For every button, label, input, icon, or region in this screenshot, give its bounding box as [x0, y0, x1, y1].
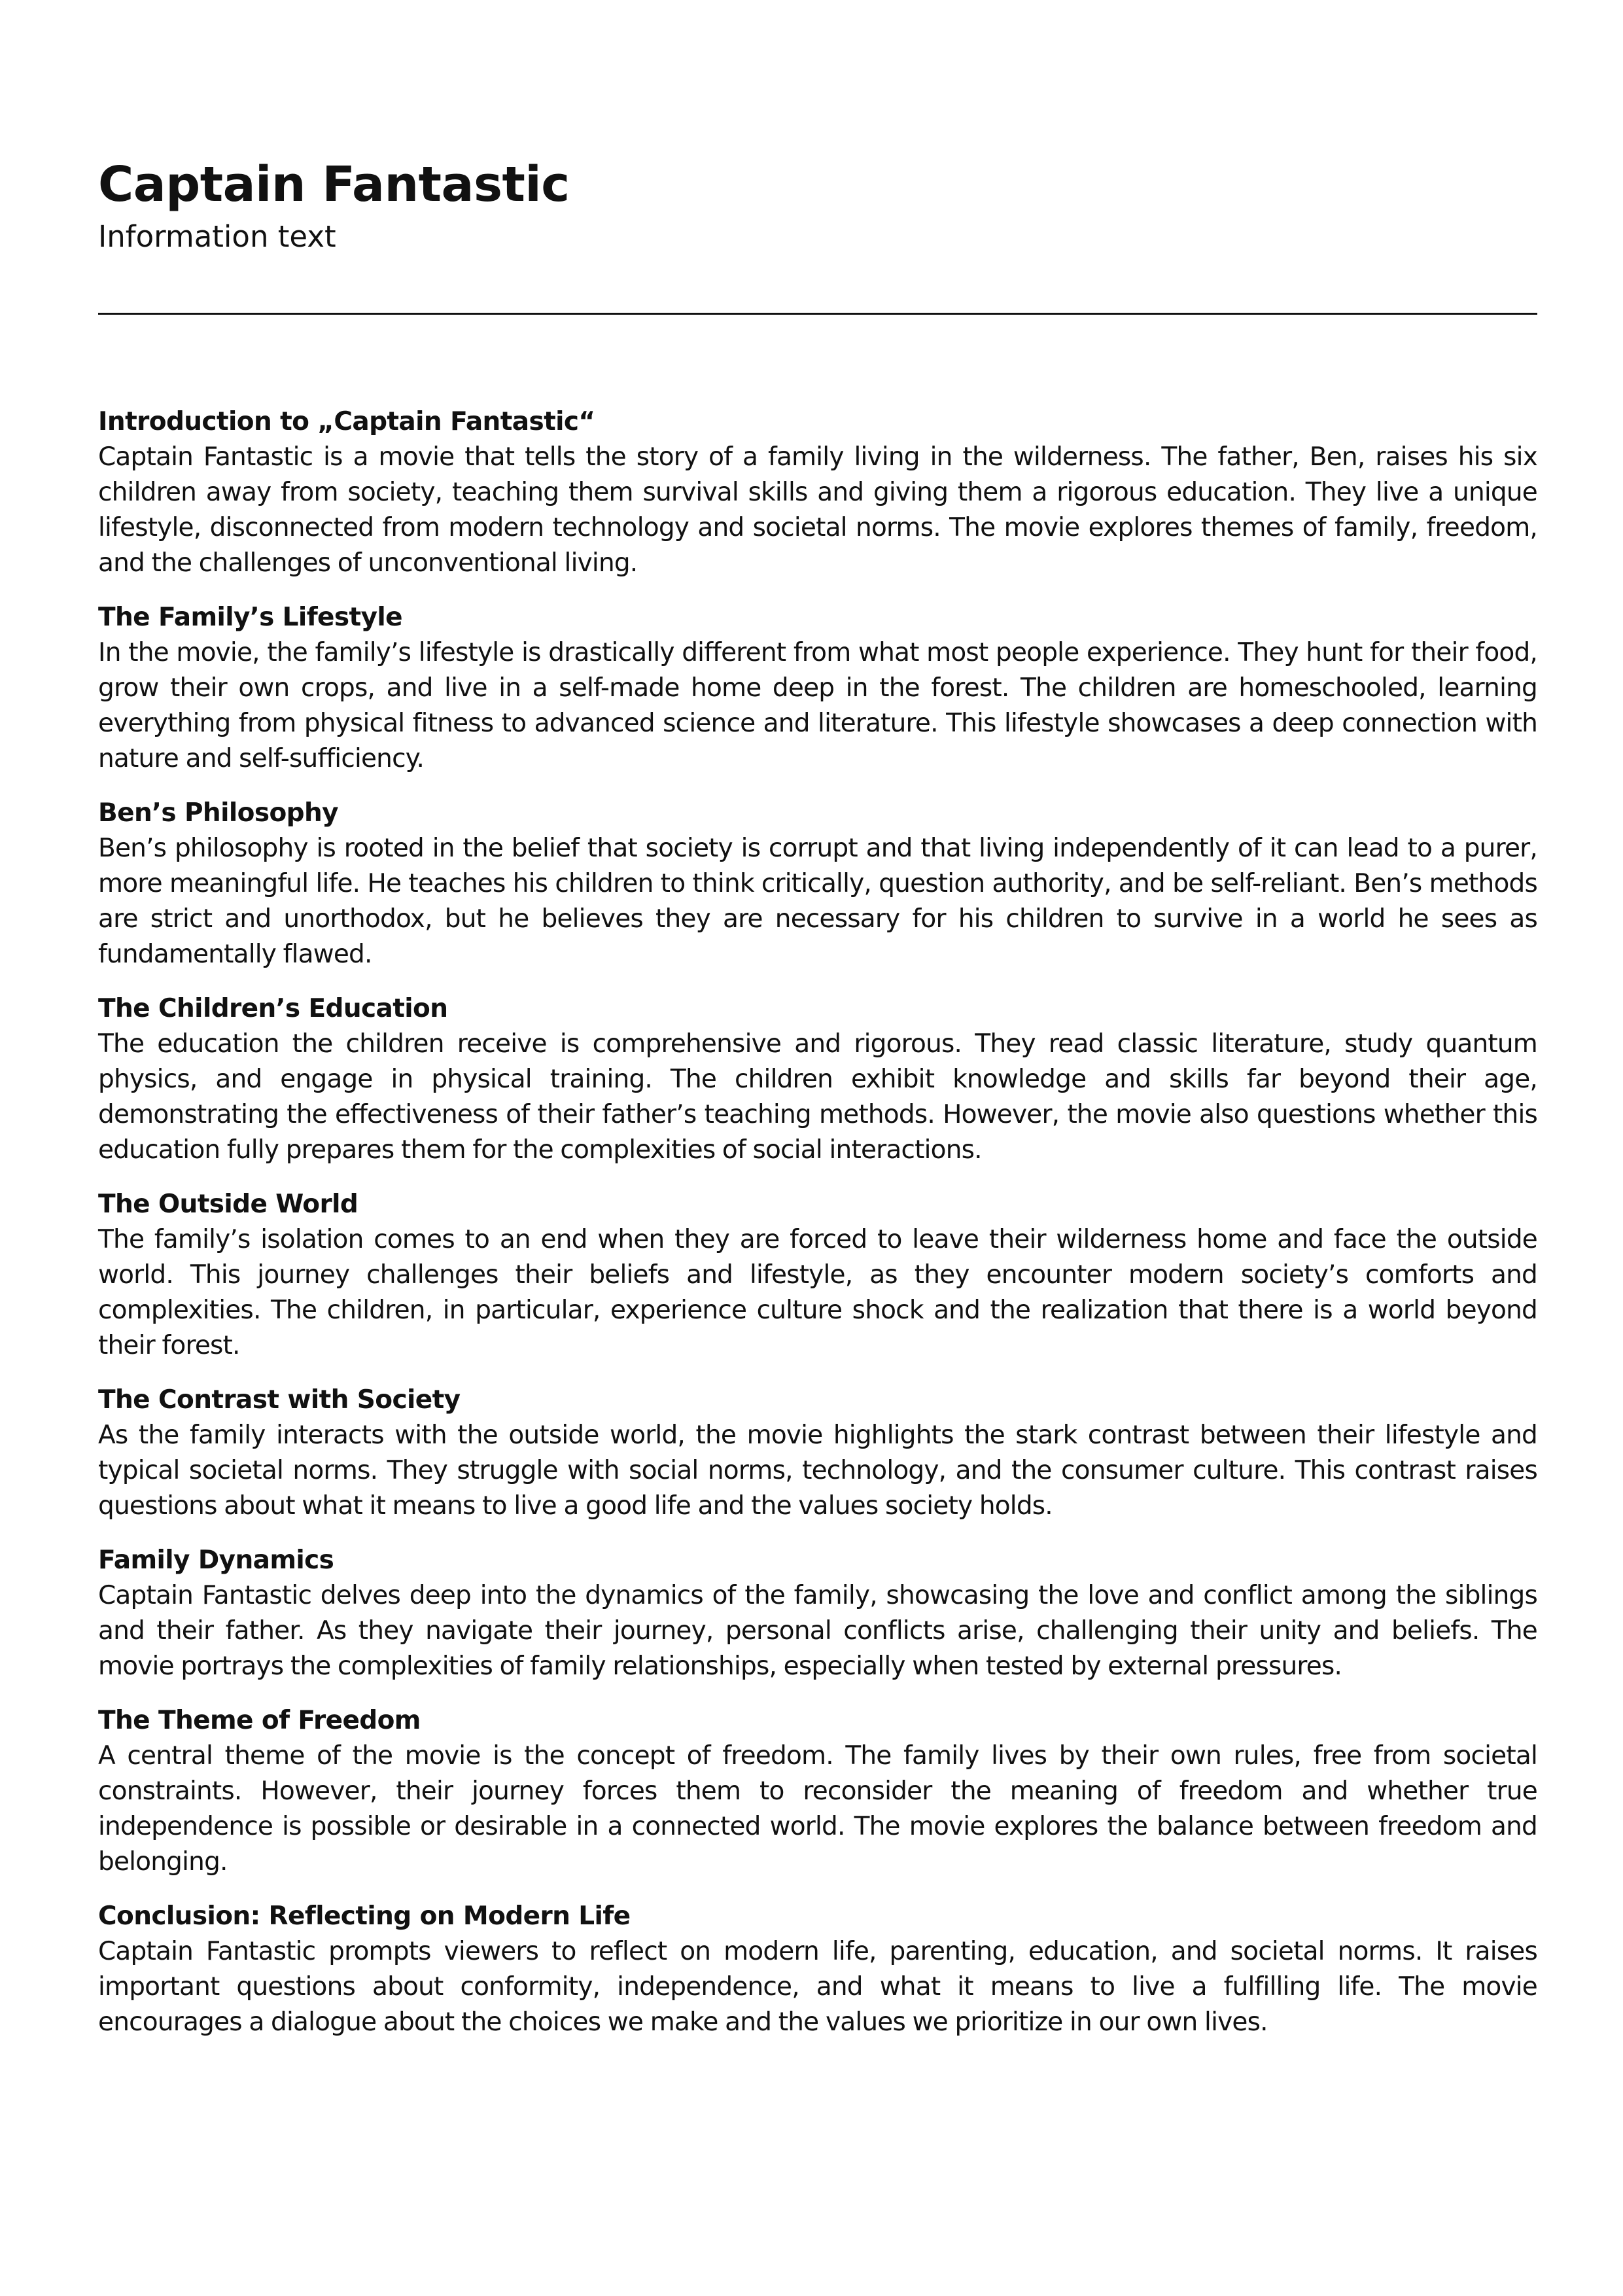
section-heading: The Children’s Education [98, 994, 448, 1023]
section-heading: Ben’s Philosophy [98, 798, 338, 828]
section-heading: Conclusion: Reflecting on Modern Life [98, 1901, 631, 1931]
section-contrast-society [98, 1383, 1537, 1524]
document-subtitle: Information text [98, 219, 336, 254]
section-introduction [98, 404, 1537, 581]
header-divider [98, 313, 1537, 315]
section-heading: The Contrast with Society [98, 1385, 461, 1415]
section-paragraph: The education the children receive is comprehensive and rigorous. They read classic literature, study quantum physics, and engage in physical training. The children exhibit knowledge and skills far beyond their age, demonstrating the effectiveness of their father’s teaching methods. However, the movie also questions whether this education fully prepares them for the complexities of social interactions. [98, 1029, 1537, 1165]
section-heading: The Family’s Lifestyle [98, 603, 403, 632]
section-theme-freedom [98, 1703, 1537, 1880]
section-heading: Introduction to „Captain Fantastic“ [98, 407, 595, 436]
section-paragraph: Captain Fantastic delves deep into the dynamics of the family, showcasing the love and conflict among the siblings and their father. As they navigate their journey, personal conflicts arise, challenging their unity and beliefs. The movie portrays the complexities of family relationships, especially when tested by external pressures. [98, 1581, 1537, 1681]
section-paragraph: Captain Fantastic prompts viewers to reflect on modern life, parenting, education, and societal norms. It raises important questions about conformity, independence, and what it means to live a fulfilling life. The movie encourages a dialogue about the choices we make and the values we prioritize in our own lives. [98, 1937, 1537, 2037]
section-paragraph: Ben’s philosophy is rooted in the belief that society is corrupt and that living independently of it can lead to a purer, more meaningful life. He teaches his children to think critically, question authority, and be self-reliant. Ben’s methods are strict and unorthodox, but he believes they are necessary for his children to survive in a world he sees as fundamentally flawed. [98, 834, 1537, 969]
section-family-lifestyle [98, 600, 1537, 777]
section-heading: The Theme of Freedom [98, 1706, 421, 1735]
document-title: Captain Fantastic [98, 156, 570, 213]
section-paragraph: A central theme of the movie is the concept of freedom. The family lives by their own rules, free from societal constraints. However, their journey forces them to reconsider the meaning of freedom and whether true independence is possible or desirable in a connected world. The movie explores the balance between freedom and belonging. [98, 1741, 1537, 1877]
section-childrens-education [98, 991, 1537, 1168]
section-paragraph: The family’s isolation comes to an end when they are forced to leave their wilderness home and face the outside world. This journey challenges their beliefs and lifestyle, as they encounter modern society’s comforts and complexities. The children, in particular, experience culture shock and the realization that there is a world beyond their forest. [98, 1225, 1537, 1360]
section-conclusion [98, 1899, 1537, 2040]
section-family-dynamics [98, 1543, 1537, 1684]
section-bens-philosophy [98, 796, 1537, 972]
section-heading: The Outside World [98, 1190, 358, 1219]
section-paragraph: As the family interacts with the outside world, the movie highlights the stark contrast between their lifestyle and typical societal norms. They struggle with social norms, technology, and the consumer culture. This contrast raises questions about what it means to live a good life and the values society holds. [98, 1421, 1537, 1521]
section-outside-world [98, 1187, 1537, 1364]
document-body [98, 404, 1537, 2059]
section-paragraph: In the movie, the family’s lifestyle is drastically different from what most people experience. They hunt for their food, grow their own crops, and live in a self-made home deep in the forest. The children are homeschooled, learning everything from physical fitness to advanced science and literature. This lifestyle showcases a deep connection with nature and self-sufficiency. [98, 638, 1537, 773]
section-heading: Family Dynamics [98, 1545, 334, 1575]
section-paragraph: Captain Fantastic is a movie that tells the story of a family living in the wilderness. The father, Ben, raises his six children away from society, teaching them survival skills and giving them a rigorous education. They live a unique lifestyle, disconnected from modern technology and societal norms. The movie explores themes of family, freedom, and the challenges of unconventional living. [98, 442, 1537, 578]
